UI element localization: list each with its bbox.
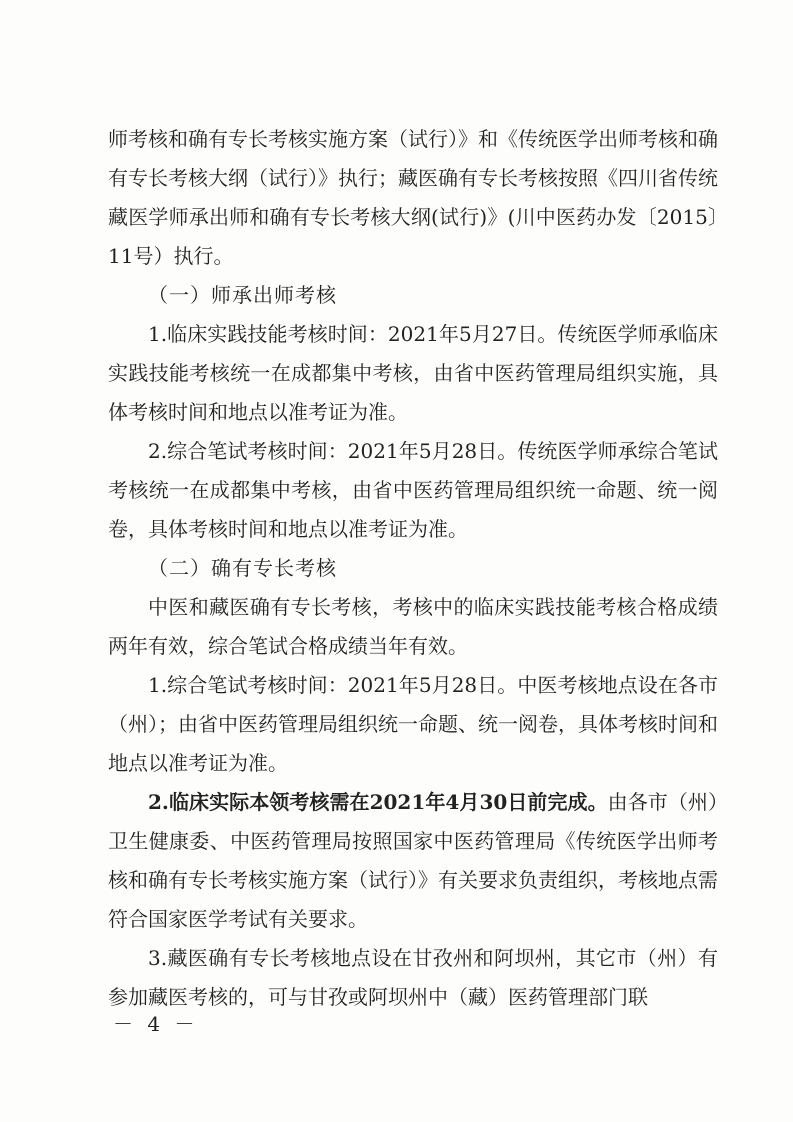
document-body xyxy=(108,120,718,1017)
section-heading-apprentice-exam: （一）师承出师考核 xyxy=(148,283,337,307)
paragraph-expertise-validity: 中医和藏医确有专长考核，考核中的临床实践技能考核合格成绩两年有效，综合笔试合格成绩当年有效。 xyxy=(108,595,718,658)
paragraph-written-exam: 2.综合笔试考核时间：2021年5月28日。传统医学师承综合笔试考核统一在成都集中考核，由省中医药管理局组织统一命题、统一阅卷，具体考核时间和地点以准考证为准。 xyxy=(108,439,718,541)
paragraph-tibetan-exam-location: 3.藏医确有专长考核地点设在甘孜州和阿坝州，其它市（州）有参加藏医考核的，可与甘孜或阿坝州中（藏）医药管理部门联 xyxy=(108,946,718,1009)
paragraph-clinical-ability-exam xyxy=(108,783,718,939)
paragraph-continuation: 师考核和确有专长考核实施方案（试行）》和《传统医学出师考核和确有专长考核大纲（试行）》执行；藏医确有专长考核按照《四川省传统藏医学师承出师和确有专长考核大纲(试行)》(川中医药办发〔2015〕11号）执行。 xyxy=(108,127,718,268)
paragraph-expertise-written-exam: 1.综合笔试考核时间：2021年5月28日。中医考核地点设在各市（州）；由省中医药管理局组织统一命题、统一阅卷，具体考核时间和地点以准考证为准。 xyxy=(108,673,718,775)
paragraph-clinical-skills-exam: 1.临床实践技能考核时间：2021年5月27日。传统医学师承临床实践技能考核统一在成都集中考核，由省中医药管理局组织实施，具体考核时间和地点以准考证为准。 xyxy=(108,322,718,424)
page-number: － 4 － xyxy=(113,1012,199,1036)
section-heading-expertise-exam: （二）确有专长考核 xyxy=(148,556,337,580)
paragraph-clinical-ability-deadline: 2.临床实际本领考核需在2021年4月30日前完成。 xyxy=(148,790,608,814)
paragraph-clinical-ability-details: 由各市（州）卫生健康委、中医药管理局按照国家中医药管理局《传统医学出师考核和确有专长考核实施方案（试行）》有关要求负责组织，考核地点需符合国家医学考试有关要求。 xyxy=(108,790,718,931)
